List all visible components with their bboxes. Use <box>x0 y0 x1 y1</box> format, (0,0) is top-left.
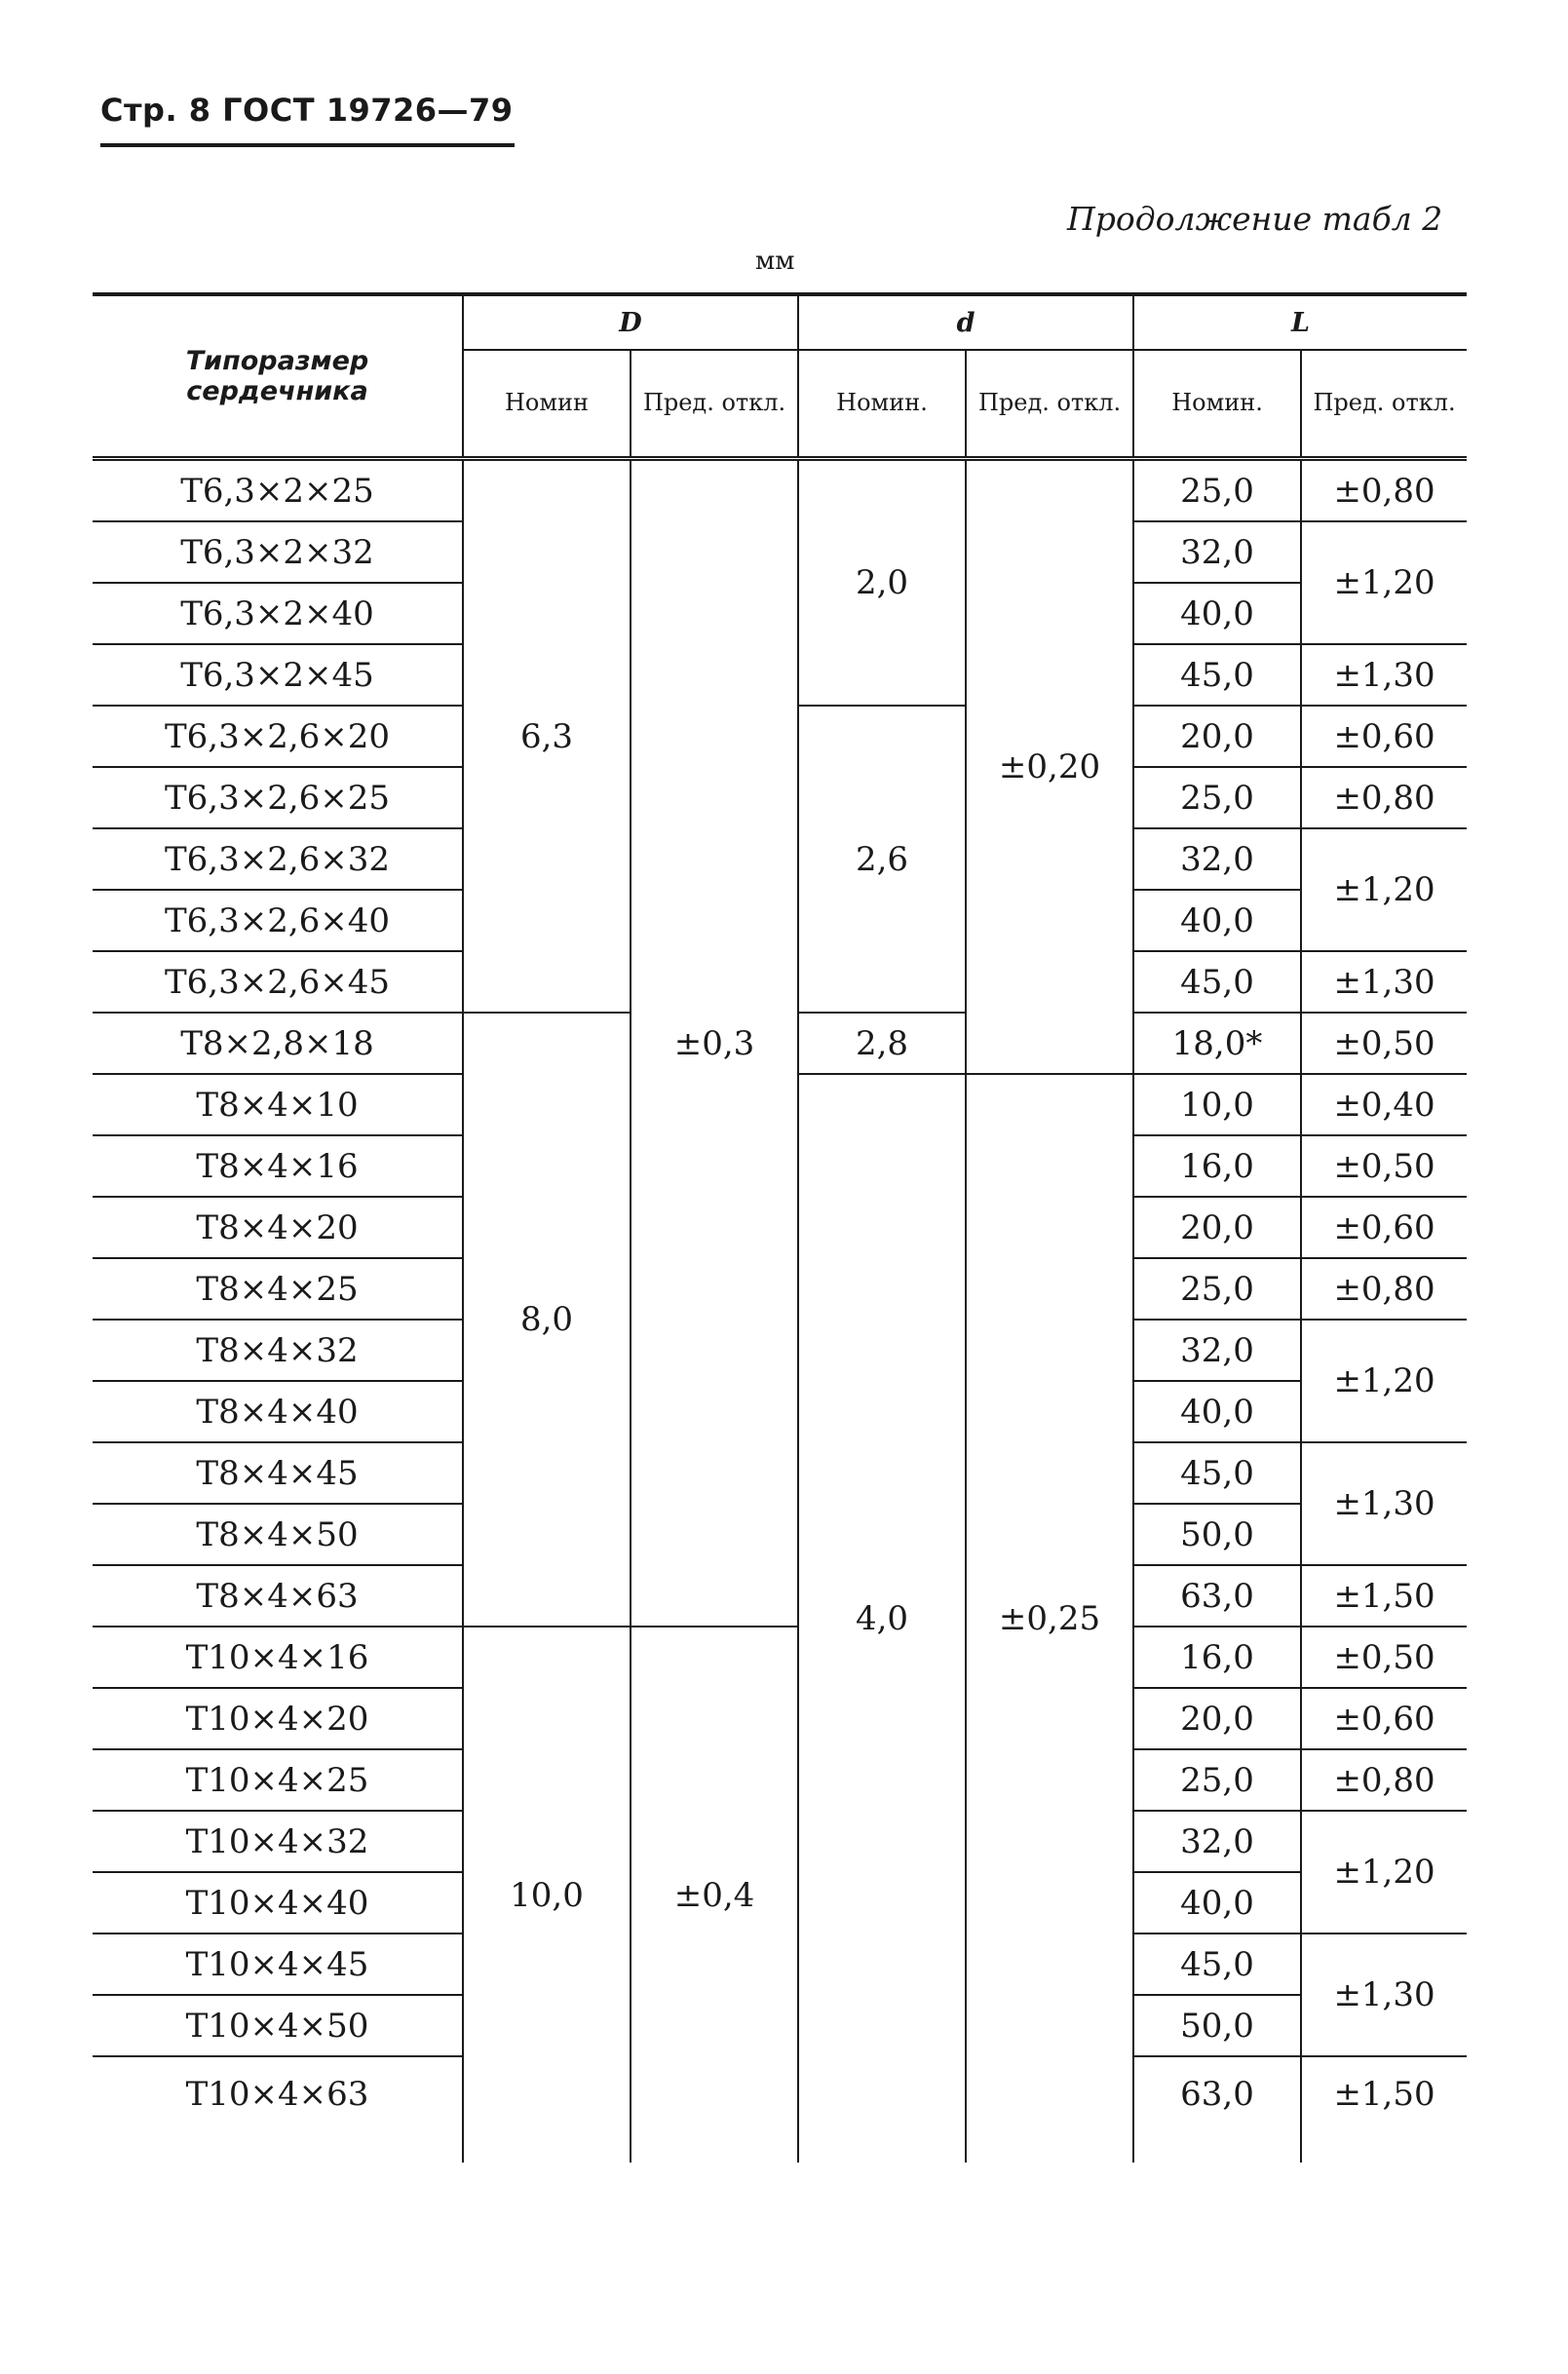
L-tolerance-cell: ±1,20 <box>1301 521 1467 644</box>
L-nominal-cell: 32,0 <box>1133 1811 1301 1872</box>
core-type-cell: Т8×4×16 <box>93 1135 463 1197</box>
L-tolerance-cell: ±0,80 <box>1301 459 1467 522</box>
L-tolerance-cell: ±0,80 <box>1301 1258 1467 1320</box>
L-nominal-cell: 40,0 <box>1133 1872 1301 1934</box>
core-type-cell: Т10×4×50 <box>93 1995 463 2056</box>
L-tolerance-cell: ±0,50 <box>1301 1135 1467 1197</box>
table-row <box>93 1627 1467 1688</box>
L-tolerance-cell: ±1,50 <box>1301 2056 1467 2163</box>
L-tolerance-cell: ±0,60 <box>1301 706 1467 767</box>
core-type-cell: Т10×4×25 <box>93 1749 463 1811</box>
L-nominal-cell: 63,0 <box>1133 1565 1301 1627</box>
L-tolerance-cell: ±1,20 <box>1301 1811 1467 1934</box>
L-nominal-cell: 25,0 <box>1133 459 1301 522</box>
core-type-cell: Т8×4×10 <box>93 1074 463 1135</box>
column-header-type: Типоразмер сердечника <box>93 294 463 459</box>
L-nominal-cell: 45,0 <box>1133 1442 1301 1504</box>
subheader-L-nominal: Номин. <box>1133 350 1301 459</box>
L-tolerance-cell: ±0,50 <box>1301 1013 1467 1074</box>
core-dimensions-table <box>93 292 1467 2163</box>
D-nominal-cell: 10,0 <box>463 1627 631 2163</box>
d-nominal-cell: 2,0 <box>798 459 966 707</box>
core-type-cell: Т6,3×2×45 <box>93 644 463 706</box>
L-nominal-cell: 20,0 <box>1133 1197 1301 1258</box>
L-tolerance-cell: ±0,60 <box>1301 1688 1467 1749</box>
core-type-cell: Т8×4×25 <box>93 1258 463 1320</box>
L-nominal-cell: 40,0 <box>1133 890 1301 951</box>
d-tolerance-cell: ±0,25 <box>966 1074 1133 2163</box>
subheader-d-nominal: Номин. <box>798 350 966 459</box>
d-nominal-cell: 2,6 <box>798 706 966 1013</box>
L-tolerance-cell: ±1,20 <box>1301 1320 1467 1442</box>
core-type-cell: Т6,3×2,6×25 <box>93 767 463 828</box>
core-type-cell: Т6,3×2,6×40 <box>93 890 463 951</box>
L-nominal-cell: 40,0 <box>1133 583 1301 644</box>
L-nominal-cell: 45,0 <box>1133 644 1301 706</box>
page-header: Стр. 8 ГОСТ 19726—79 <box>100 92 514 129</box>
core-type-cell: Т6,3×2×25 <box>93 459 463 522</box>
L-tolerance-cell: ±1,20 <box>1301 828 1467 951</box>
L-tolerance-cell: ±1,30 <box>1301 1934 1467 2056</box>
L-tolerance-cell: ±0,50 <box>1301 1627 1467 1688</box>
L-nominal-cell: 20,0 <box>1133 706 1301 767</box>
L-nominal-cell: 32,0 <box>1133 1320 1301 1381</box>
core-type-cell: Т8×4×45 <box>93 1442 463 1504</box>
L-tolerance-cell: ±0,80 <box>1301 767 1467 828</box>
core-type-cell: Т8×4×40 <box>93 1381 463 1442</box>
L-nominal-cell: 63,0 <box>1133 2056 1301 2163</box>
L-nominal-cell: 16,0 <box>1133 1627 1301 1688</box>
core-type-cell: Т6,3×2×40 <box>93 583 463 644</box>
D-tolerance-cell: ±0,3 <box>631 459 798 1627</box>
core-type-cell: Т10×4×32 <box>93 1811 463 1872</box>
D-nominal-cell: 8,0 <box>463 1013 631 1627</box>
group-header-L: L <box>1133 294 1467 350</box>
subheader-L-tolerance: Пред. откл. <box>1301 350 1467 459</box>
L-nominal-cell: 10,0 <box>1133 1074 1301 1135</box>
core-type-cell: Т10×4×20 <box>93 1688 463 1749</box>
L-tolerance-cell: ±1,30 <box>1301 644 1467 706</box>
group-header-d: d <box>798 294 1133 350</box>
core-type-cell: Т10×4×16 <box>93 1627 463 1688</box>
core-type-cell: Т8×4×20 <box>93 1197 463 1258</box>
table-continuation: Продолжение табл 2 <box>1067 200 1443 238</box>
L-nominal-cell: 25,0 <box>1133 767 1301 828</box>
L-nominal-cell: 40,0 <box>1133 1381 1301 1442</box>
L-tolerance-cell: ±1,30 <box>1301 951 1467 1013</box>
L-tolerance-cell: ±0,80 <box>1301 1749 1467 1811</box>
core-type-cell: Т8×4×32 <box>93 1320 463 1381</box>
group-header-D: D <box>463 294 798 350</box>
core-type-cell: Т10×4×63 <box>185 2075 369 2114</box>
L-tolerance-cell: ±0,60 <box>1301 1197 1467 1258</box>
L-tolerance-cell: ±1,50 <box>1301 1565 1467 1627</box>
D-tolerance-cell: ±0,4 <box>631 1627 798 2163</box>
L-tolerance-cell: ±0,40 <box>1301 1074 1467 1135</box>
d-nominal-cell: 2,8 <box>798 1013 966 1074</box>
subheader-D-nominal: Номин <box>463 350 631 459</box>
d-nominal-cell: 4,0 <box>798 1074 966 2163</box>
core-type-cell: Т6,3×2×32 <box>93 521 463 583</box>
L-nominal-cell: 18,0* <box>1133 1013 1301 1074</box>
L-nominal-cell: 50,0 <box>1133 1995 1301 2056</box>
L-nominal-cell: 32,0 <box>1133 521 1301 583</box>
L-nominal-cell: 25,0 <box>1133 1258 1301 1320</box>
core-type-cell: Т8×2,8×18 <box>93 1013 463 1074</box>
core-type-cell: Т8×4×50 <box>93 1504 463 1565</box>
core-type-cell: Т6,3×2,6×45 <box>93 951 463 1013</box>
core-type-cell: Т10×4×45 <box>93 1934 463 1995</box>
L-nominal-cell: 50,0 <box>1133 1504 1301 1565</box>
core-type-cell: Т6,3×2,6×20 <box>93 706 463 767</box>
subheader-D-tolerance: Пред. откл. <box>631 350 798 459</box>
core-type-cell: Т6,3×2,6×32 <box>93 828 463 890</box>
L-nominal-cell: 45,0 <box>1133 1934 1301 1995</box>
units-label: мм <box>755 247 795 276</box>
L-nominal-cell: 25,0 <box>1133 1749 1301 1811</box>
header-rule <box>100 143 515 147</box>
core-type-cell: Т8×4×63 <box>93 1565 463 1627</box>
d-tolerance-cell: ±0,20 <box>966 459 1133 1075</box>
L-nominal-cell: 32,0 <box>1133 828 1301 890</box>
L-nominal-cell: 45,0 <box>1133 951 1301 1013</box>
core-type-cell: Т10×4×40 <box>93 1872 463 1934</box>
L-nominal-cell: 20,0 <box>1133 1688 1301 1749</box>
L-tolerance-cell: ±1,30 <box>1301 1442 1467 1565</box>
subheader-d-tolerance: Пред. откл. <box>966 350 1133 459</box>
L-nominal-cell: 16,0 <box>1133 1135 1301 1197</box>
D-nominal-cell: 6,3 <box>463 459 631 1014</box>
table-row <box>93 459 1467 522</box>
